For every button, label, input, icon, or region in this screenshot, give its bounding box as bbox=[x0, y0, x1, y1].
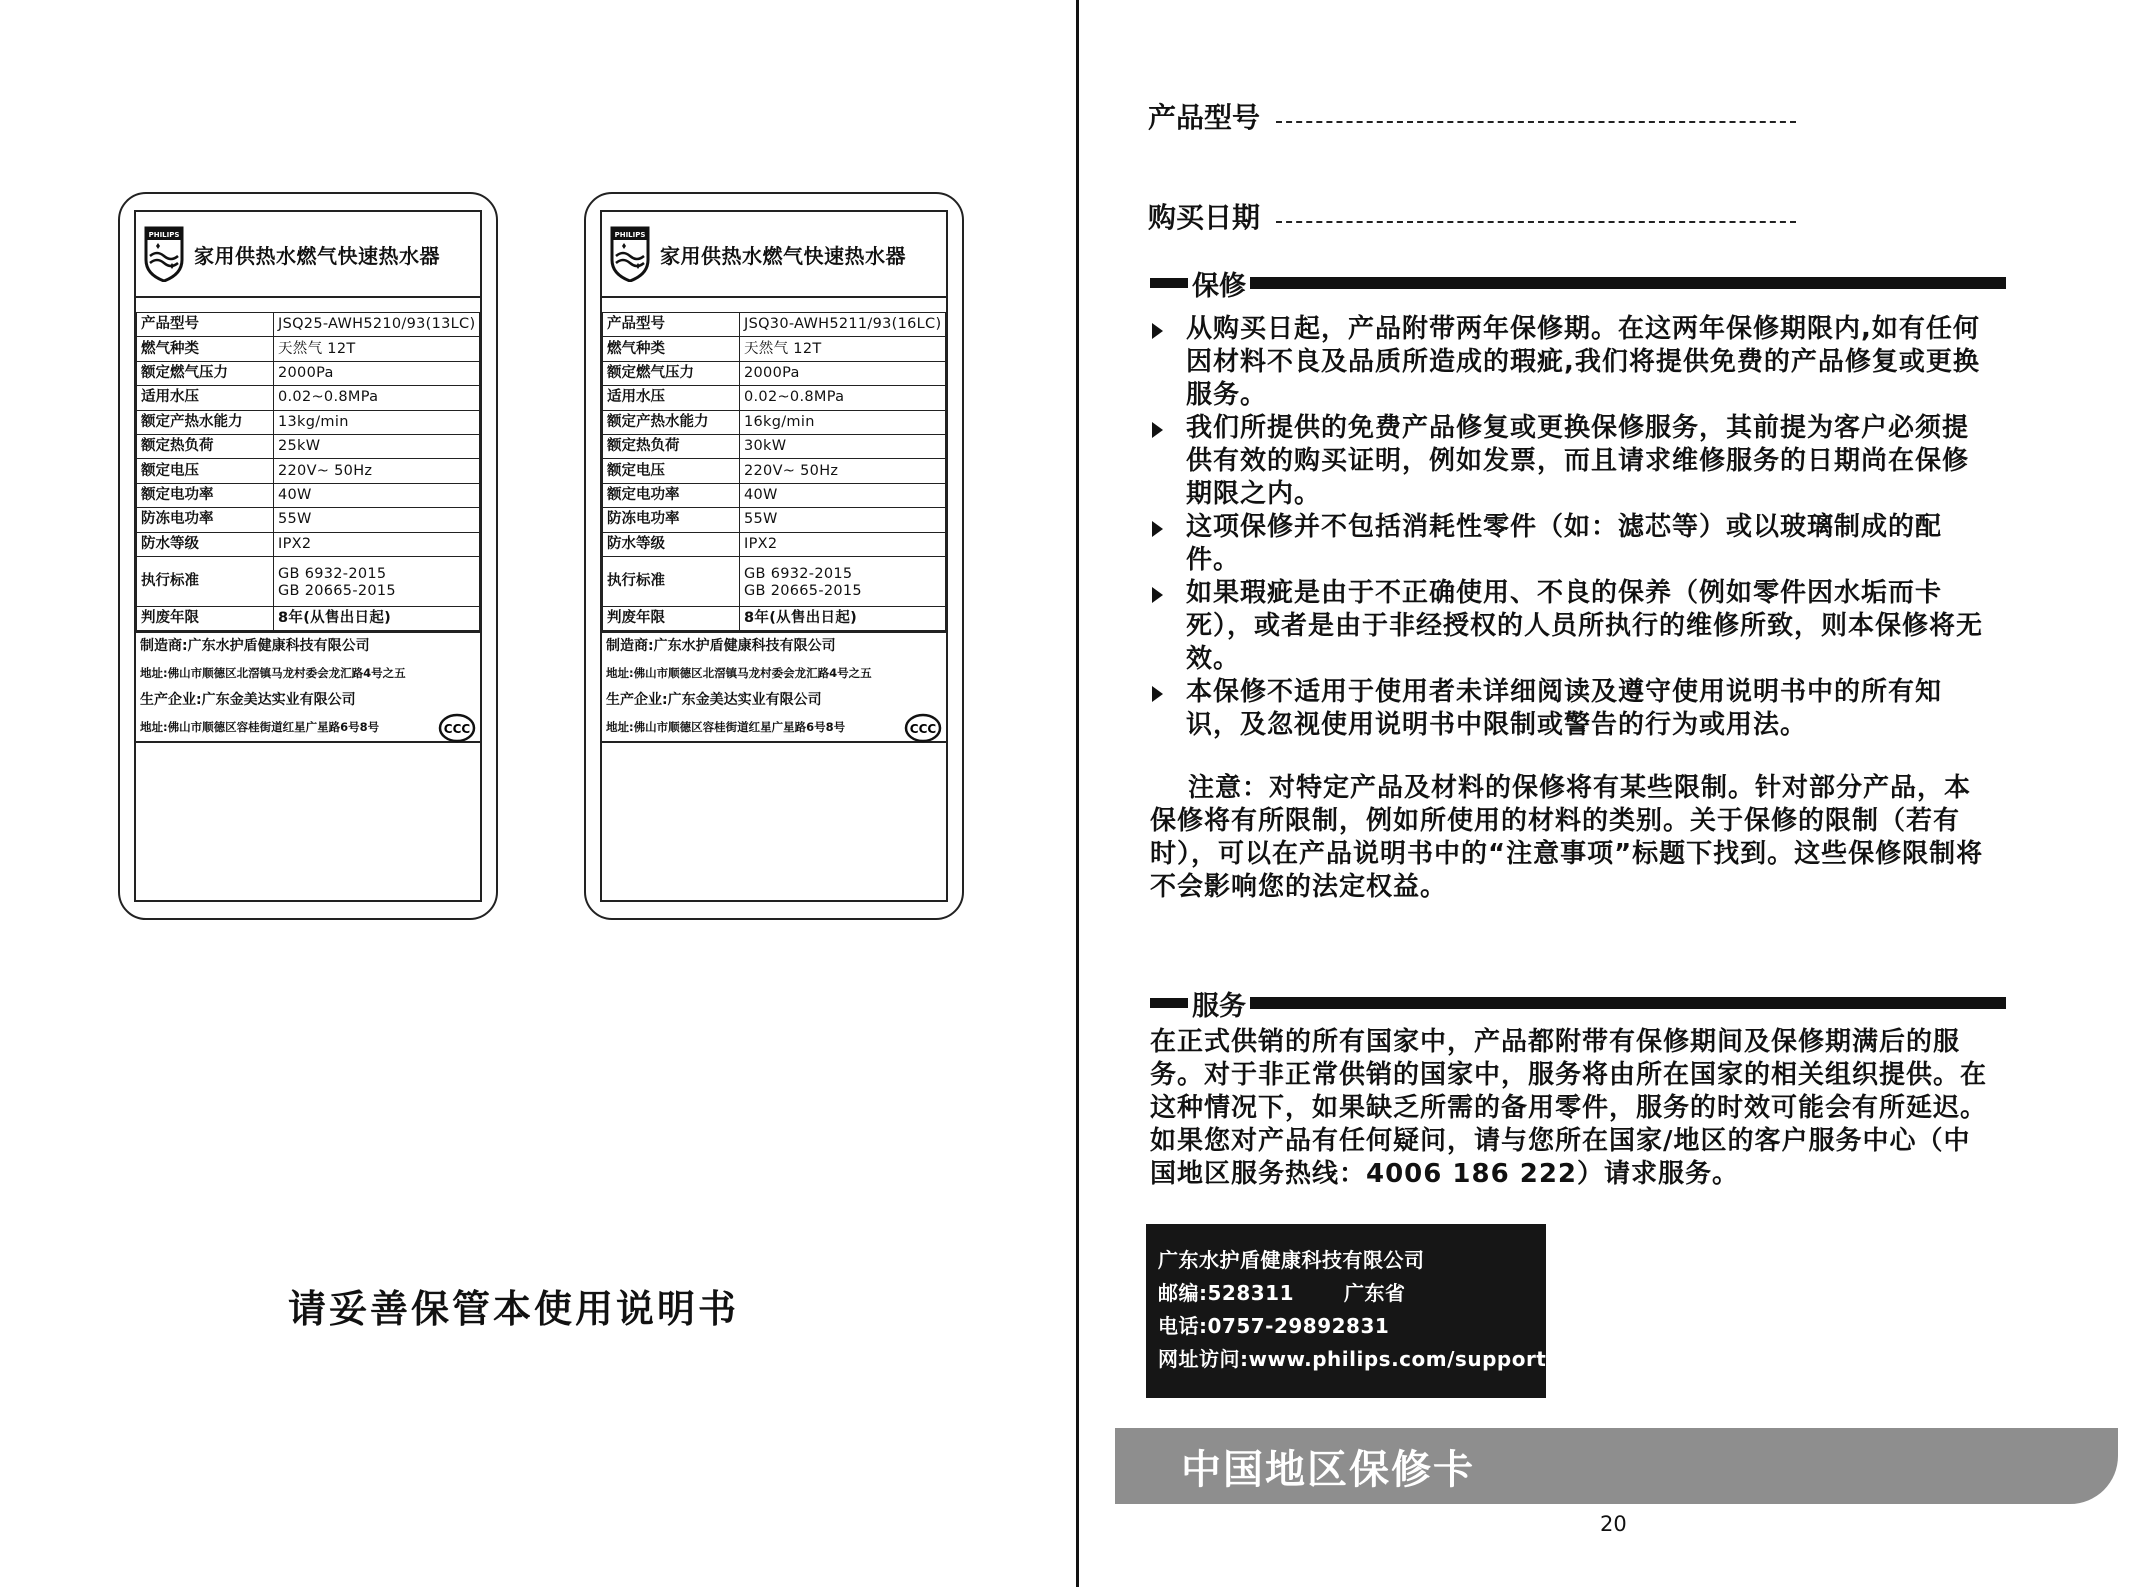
spec-key: 产品型号 bbox=[603, 313, 740, 337]
spec-key: 额定产热水能力 bbox=[603, 410, 740, 434]
spec-key: 额定电压 bbox=[137, 459, 274, 483]
contact-phone: 电话:0757-29892831 bbox=[1158, 1314, 1390, 1338]
spec-key: 防冻电功率 bbox=[603, 508, 740, 532]
contact-postcode-row bbox=[1158, 1277, 1534, 1310]
spec-value bbox=[740, 556, 946, 606]
spec-value: 天然气 12T bbox=[274, 337, 480, 361]
philips-shield-icon bbox=[144, 226, 184, 282]
page-gutter bbox=[1076, 0, 1079, 1587]
spec-key: 额定电压 bbox=[603, 459, 740, 483]
contact-province: 广东省 bbox=[1344, 1281, 1406, 1305]
spec-key: 适用水压 bbox=[137, 386, 274, 410]
spec-value: 2000Pa bbox=[274, 361, 480, 385]
producer-address-row bbox=[140, 714, 476, 741]
spec-value: 天然气 12T bbox=[740, 337, 946, 361]
heading-lead-bar bbox=[1150, 278, 1188, 288]
purchase-date-field[interactable] bbox=[1148, 196, 1796, 236]
page-number: 20 bbox=[1600, 1512, 1627, 1536]
spec-value: IPX2 bbox=[274, 532, 480, 556]
spec-key: 额定产热水能力 bbox=[137, 410, 274, 434]
producer-address: 地址:佛山市顺德区容桂街道红星广星路6号8号 bbox=[140, 720, 380, 735]
spec-key: 产品型号 bbox=[137, 313, 274, 337]
ccc-mark-icon bbox=[904, 713, 942, 743]
warranty-heading bbox=[1150, 268, 2006, 302]
spec-row bbox=[603, 483, 946, 507]
label-title: 家用供热水燃气快速热水器 bbox=[194, 243, 440, 268]
spec-key: 执行标准 bbox=[137, 556, 274, 606]
heading-rule bbox=[1250, 997, 2006, 1009]
spec-key: 防冻电功率 bbox=[137, 508, 274, 532]
warranty-term: 本保修不适用于使用者未详细阅读及遵守使用说明书中的所有知识，及忽视使用说明书中限制或警告的行为或用法。 bbox=[1150, 676, 1992, 742]
rating-label-1 bbox=[118, 192, 498, 920]
contact-postcode: 邮编:528311 bbox=[1158, 1281, 1294, 1305]
philips-shield-icon bbox=[610, 226, 650, 282]
spec-row bbox=[137, 483, 480, 507]
manufacturer: 制造商:广东水护盾健康科技有限公司 bbox=[140, 638, 370, 655]
service-title: 服务 bbox=[1192, 990, 1246, 1022]
spec-value: 8年(从售出日起) bbox=[274, 606, 480, 630]
ccc-mark-icon bbox=[438, 713, 476, 743]
producer: 生产企业:广东金美达实业有限公司 bbox=[606, 692, 822, 709]
service-text: 在正式供销的所有国家中，产品都附带有保修期间及保修期满后的服务。对于非正常供销的国家中，服务将由所在国家的相关组织提供。在这种情况下，如果缺乏所需的备用零件，服务的时效可能会有所延迟。如果您对产品有任何疑问，请与您所在国家/地区的客户服务中心（中国地区服务热线：4006 186 222）请求服务。 bbox=[1150, 1027, 1988, 1189]
spec-value bbox=[274, 556, 480, 606]
spec-key: 额定电功率 bbox=[137, 483, 274, 507]
spec-value: 30kW bbox=[740, 434, 946, 458]
spec-value: 40W bbox=[274, 483, 480, 507]
service-heading bbox=[1150, 988, 2006, 1022]
product-model-line[interactable] bbox=[1276, 109, 1796, 123]
standard-value: GB 20665-2015 bbox=[744, 582, 862, 599]
manufacturer-block bbox=[602, 631, 946, 743]
spec-row bbox=[137, 313, 480, 337]
spec-value: JSQ30-AWH5211/93(16LC) bbox=[740, 313, 946, 337]
spec-key: 额定燃气压力 bbox=[603, 361, 740, 385]
spec-key: 防水等级 bbox=[137, 532, 274, 556]
rating-label-2 bbox=[584, 192, 964, 920]
warranty-card-banner bbox=[1115, 1428, 2118, 1504]
spec-value: 8年(从售出日起) bbox=[740, 606, 946, 630]
warranty-term: 从购买日起，产品附带两年保修期。在这两年保修期限内,如有任何因材料不良及品质所造成的瑕疵,我们将提供免费的产品修复或更换服务。 bbox=[1150, 313, 1992, 412]
spec-value: 220V~ 50Hz bbox=[740, 459, 946, 483]
spec-value: IPX2 bbox=[740, 532, 946, 556]
spec-key: 执行标准 bbox=[603, 556, 740, 606]
label-title: 家用供热水燃气快速热水器 bbox=[660, 243, 906, 268]
warranty-term: 我们所提供的免费产品修复或更换保修服务，其前提为客户必须提 供有效的购买证明，例如发票，而且请求维修服务的日期尚在保修期限之内。 bbox=[1150, 412, 1992, 511]
spec-row bbox=[137, 459, 480, 483]
warranty-title: 保修 bbox=[1192, 270, 1246, 302]
spec-row bbox=[603, 361, 946, 385]
warranty-terms bbox=[1150, 313, 1992, 742]
spec-row bbox=[603, 410, 946, 434]
product-model-field[interactable] bbox=[1148, 96, 1796, 136]
spec-value: 55W bbox=[740, 508, 946, 532]
standard-value: GB 20665-2015 bbox=[278, 582, 396, 599]
rating-label-frame bbox=[134, 210, 482, 902]
spec-value: 0.02~0.8MPa bbox=[740, 386, 946, 410]
svg-text:PHILIPS: PHILIPS bbox=[148, 231, 180, 239]
heading-lead-bar bbox=[1150, 998, 1188, 1008]
spec-key: 额定电功率 bbox=[603, 483, 740, 507]
spec-key: 额定燃气压力 bbox=[137, 361, 274, 385]
spec-row bbox=[603, 337, 946, 361]
spec-row bbox=[137, 410, 480, 434]
banner-title: 中国地区保修卡 bbox=[1181, 1446, 1475, 1493]
svg-text:PHILIPS: PHILIPS bbox=[614, 231, 646, 239]
manufacturer-address: 地址:佛山市顺德区北滘镇马龙村委会龙汇路4号之五 bbox=[606, 666, 872, 681]
producer-address-row bbox=[606, 714, 942, 741]
spec-row bbox=[137, 606, 480, 630]
spec-key: 判废年限 bbox=[603, 606, 740, 630]
spec-row bbox=[137, 386, 480, 410]
standard-value: GB 6932-2015 bbox=[278, 565, 387, 582]
spec-value: 16kg/min bbox=[740, 410, 946, 434]
spec-row bbox=[603, 434, 946, 458]
spec-row bbox=[603, 386, 946, 410]
spec-row bbox=[137, 361, 480, 385]
spec-row-standard bbox=[603, 556, 946, 606]
warranty-note: 注意：对特定产品及材料的保修将有某些限制。针对部分产品，本保修将有所限制，例如所使用的材料的类别。关于保修的限制（若有时），可以在产品说明书中的“注意事项”标题下找到。这些保修限制将不会影响您的法定权益。 bbox=[1150, 773, 1984, 902]
spec-value: 40W bbox=[740, 483, 946, 507]
spec-value: 220V~ 50Hz bbox=[274, 459, 480, 483]
purchase-date-line[interactable] bbox=[1276, 209, 1796, 223]
spec-row bbox=[137, 337, 480, 361]
spec-row bbox=[137, 508, 480, 532]
spec-key: 额定热负荷 bbox=[137, 434, 274, 458]
rating-label-frame bbox=[600, 210, 948, 902]
spec-row bbox=[603, 508, 946, 532]
manufacturer-address: 地址:佛山市顺德区北滘镇马龙村委会龙汇路4号之五 bbox=[140, 666, 406, 681]
spec-value: 0.02~0.8MPa bbox=[274, 386, 480, 410]
spec-key: 判废年限 bbox=[137, 606, 274, 630]
spec-table bbox=[602, 312, 946, 631]
spec-table bbox=[136, 312, 480, 631]
spec-row-standard bbox=[137, 556, 480, 606]
spec-row bbox=[603, 313, 946, 337]
spec-value: 13kg/min bbox=[274, 410, 480, 434]
spec-value: 2000Pa bbox=[740, 361, 946, 385]
product-model-label: 产品型号 bbox=[1148, 101, 1261, 134]
spec-key: 燃气种类 bbox=[137, 337, 274, 361]
svg-text:CCC: CCC bbox=[443, 721, 471, 736]
heading-rule bbox=[1250, 277, 2006, 289]
spec-row bbox=[137, 434, 480, 458]
manufacturer-block bbox=[136, 631, 480, 743]
warranty-term: 这项保修并不包括消耗性零件（如：滤芯等）或以玻璃制成的配件。 bbox=[1150, 511, 1992, 577]
contact-box bbox=[1146, 1224, 1546, 1398]
spec-key: 防水等级 bbox=[603, 532, 740, 556]
spec-value: 25kW bbox=[274, 434, 480, 458]
label-header bbox=[136, 212, 480, 298]
contact-website: 网址访问:www.philips.com/support bbox=[1158, 1347, 1547, 1371]
purchase-date-label: 购买日期 bbox=[1148, 201, 1261, 234]
standard-value: GB 6932-2015 bbox=[744, 565, 853, 582]
keep-manual-note: 请妥善保管本使用说明书 bbox=[288, 1287, 740, 1331]
warranty-term: 如果瑕疵是由于不正确使用、不良的保养（例如零件因水垢而卡死），或者是由于非经授权的人员所执行的维修所致，则本保修将无效。 bbox=[1150, 577, 1992, 676]
spec-row bbox=[603, 606, 946, 630]
spec-row bbox=[603, 532, 946, 556]
spec-key: 额定热负荷 bbox=[603, 434, 740, 458]
spec-value: 55W bbox=[274, 508, 480, 532]
svg-text:CCC: CCC bbox=[909, 721, 937, 736]
manufacturer: 制造商:广东水护盾健康科技有限公司 bbox=[606, 638, 836, 655]
label-header bbox=[602, 212, 946, 298]
producer-address: 地址:佛山市顺德区容桂街道红星广星路6号8号 bbox=[606, 720, 846, 735]
spec-key: 燃气种类 bbox=[603, 337, 740, 361]
contact-company: 广东水护盾健康科技有限公司 bbox=[1158, 1248, 1425, 1272]
spec-value: JSQ25-AWH5210/93(13LC) bbox=[274, 313, 480, 337]
spec-row bbox=[603, 459, 946, 483]
spec-row bbox=[137, 532, 480, 556]
spec-key: 适用水压 bbox=[603, 386, 740, 410]
producer: 生产企业:广东金美达实业有限公司 bbox=[140, 692, 356, 709]
